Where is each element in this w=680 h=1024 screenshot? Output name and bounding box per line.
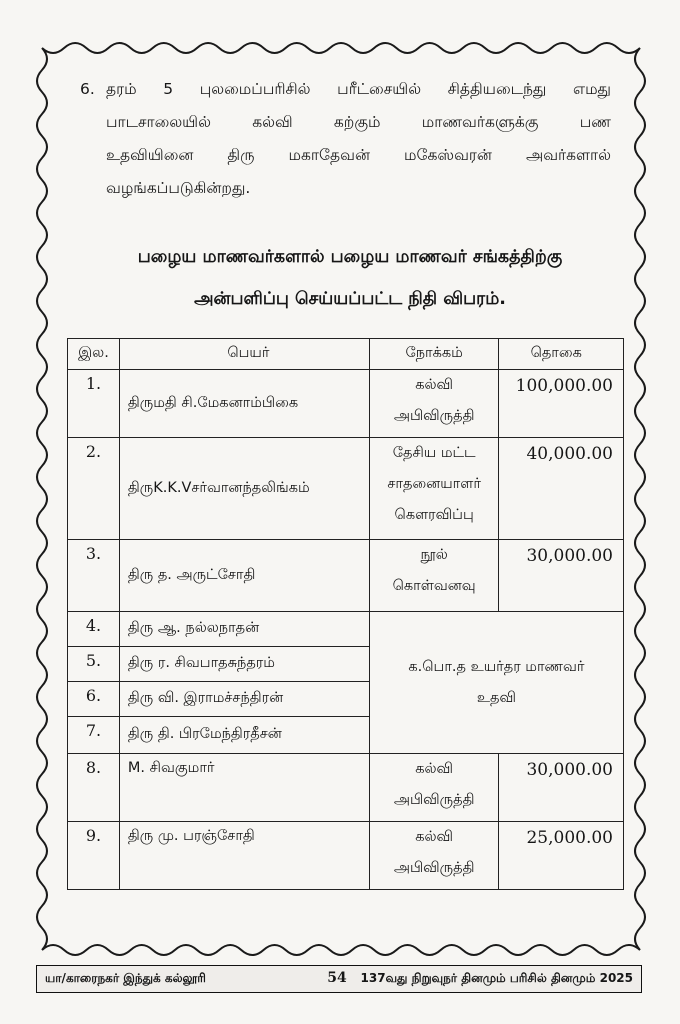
purpose-line: அபிவிருத்தி	[393, 792, 475, 808]
purpose-line: க.பொ.த உயர்தர மாணவர்	[408, 658, 585, 675]
paragraph-line: பாடசாலையில் கல்வி கற்கும் மாணவர்களுக்கு பண	[106, 113, 611, 131]
page-footer	[36, 965, 642, 993]
row-amount: 40,000.00	[499, 438, 624, 540]
footer-event-title: 137வது நிறுவுநர் தினமும் பரிசில் தினமும் 2025	[360, 971, 633, 985]
header-name: பெயர்	[119, 339, 369, 370]
row-name: திரு மு. பரஞ்சோதி	[119, 822, 369, 890]
row-name: திரு வி. இராமச்சந்திரன்	[119, 682, 369, 717]
table-row	[68, 754, 624, 822]
paragraph-line: தரம் 5 புலமைப்பரிசில் பரீட்சையில் சித்தியடைந்து எமது	[106, 80, 611, 98]
purpose-line: கௌரவிப்பு	[394, 507, 474, 523]
header-amount: தொகை	[499, 339, 624, 370]
footer-school-name: யா/காரைநகர் இந்துக் கல்லூரி	[45, 971, 206, 985]
row-name: M. சிவகுமார்	[119, 754, 369, 822]
page-number: 54	[327, 970, 347, 986]
row-purpose	[369, 822, 499, 890]
table-row	[68, 370, 624, 438]
row-amount: 100,000.00	[499, 370, 624, 438]
purpose-line: கல்வி	[415, 377, 454, 393]
row-amount: 25,000.00	[499, 822, 624, 890]
table-header-row	[68, 339, 624, 370]
row-number: 3.	[68, 540, 120, 612]
row-purpose	[369, 438, 499, 540]
row-purpose	[369, 370, 499, 438]
row-name: திரு ஆ. நல்லநாதன்	[119, 612, 369, 647]
purpose-line: உதவி	[476, 689, 516, 706]
row-name: திருமதி சி.மேகனாம்பிகை	[119, 370, 369, 438]
row-purpose	[369, 754, 499, 822]
donation-table	[67, 338, 624, 890]
row-number: 5.	[68, 647, 120, 682]
row-number: 1.	[68, 370, 120, 438]
header-no: இல.	[68, 339, 120, 370]
purpose-line: அபிவிருத்தி	[393, 860, 475, 876]
header-purpose: நோக்கம்	[369, 339, 499, 370]
purpose-line: நூல்	[420, 547, 448, 563]
row-name: திரு தி. பிரமேந்திரதீசன்	[119, 717, 369, 754]
table-row	[68, 540, 624, 612]
paragraph-number: 6.	[80, 80, 95, 98]
section-heading-line2: அன்பளிப்பு செய்யப்பட்ட நிதி விபரம்.	[194, 289, 506, 309]
row-amount: 30,000.00	[499, 754, 624, 822]
row-number: 8.	[68, 754, 120, 822]
row-number: 2.	[68, 438, 120, 540]
row-amount: 30,000.00	[499, 540, 624, 612]
row-purpose	[369, 540, 499, 612]
table-row	[68, 612, 624, 647]
row-name: திரு ர. சிவபாதசுந்தரம்	[119, 647, 369, 682]
row-number: 9.	[68, 822, 120, 890]
table-row	[68, 438, 624, 540]
merged-purpose-cell	[369, 612, 623, 754]
purpose-line: சாதனையாளர்	[387, 476, 481, 492]
purpose-line: கல்வி	[415, 829, 454, 845]
paragraph-line: வழங்கப்படுகின்றது.	[106, 179, 251, 197]
table-row	[68, 822, 624, 890]
row-number: 6.	[68, 682, 120, 717]
row-name: திரு த. அருட்சோதி	[119, 540, 369, 612]
row-number: 4.	[68, 612, 120, 647]
purpose-line: கொள்வனவு	[392, 578, 476, 594]
section-heading-line1: பழைய மாணவர்களால் பழைய மாணவர் சங்கத்திற்கு	[137, 247, 563, 267]
row-name: திருK.K.Vசர்வானந்தலிங்கம்	[119, 438, 369, 540]
purpose-line: அபிவிருத்தி	[393, 408, 475, 424]
paragraph-line: உதவியினை திரு மகாதேவன் மகேஸ்வரன் அவர்களால்	[106, 146, 611, 164]
purpose-line: தேசிய மட்ட	[392, 445, 476, 461]
purpose-line: கல்வி	[415, 761, 454, 777]
row-number: 7.	[68, 717, 120, 754]
